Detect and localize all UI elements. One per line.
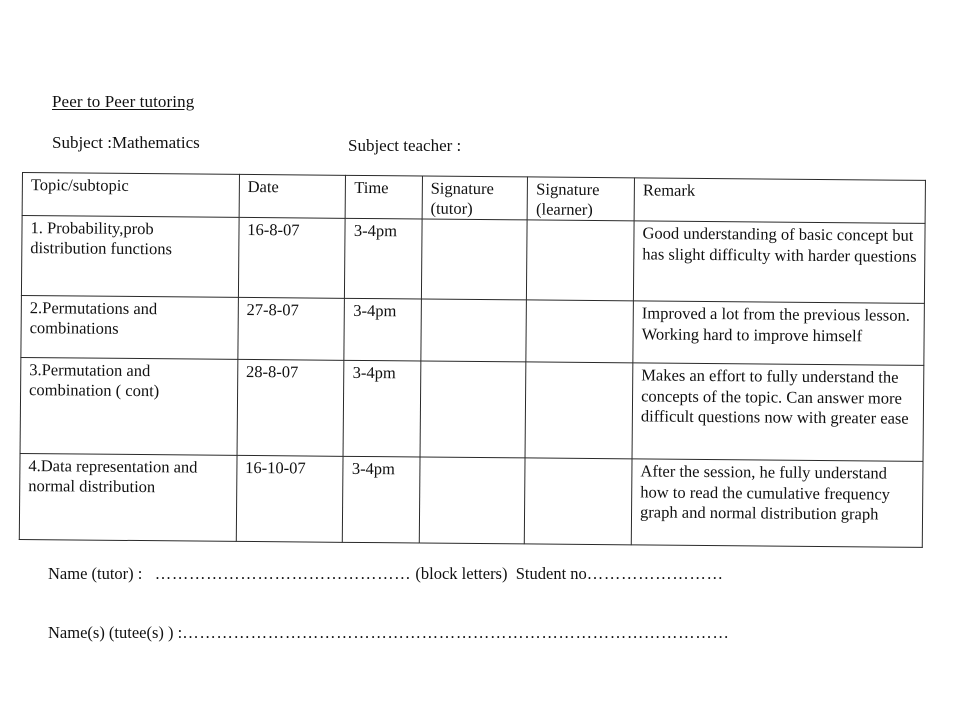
tutor-name-field: ……………………………………… bbox=[154, 564, 412, 583]
subject-label: Subject :Mathematics bbox=[52, 133, 200, 152]
cell-remark: Makes an effort to fully understand the concepts of the topic. Can answer more difficult questions now with greater ease bbox=[632, 363, 924, 462]
cell-remark: After the session, he fully understand how to read the cumulative frequency graph and normal distribution graph bbox=[631, 459, 923, 548]
block-letters-note: (block letters) bbox=[415, 564, 508, 583]
tutee-name-line bbox=[48, 623, 729, 643]
table-row bbox=[19, 453, 923, 547]
cell-topic: 3.Permutation and combination ( cont) bbox=[20, 357, 238, 455]
tutee-name-field: …………………………………………………………………………………… bbox=[182, 623, 730, 642]
header-signature-learner: Signature (learner) bbox=[527, 177, 634, 221]
cell-time: 3-4pm bbox=[344, 298, 421, 361]
student-no-label: Student no bbox=[515, 564, 587, 583]
cell-date: 16-10-07 bbox=[236, 455, 343, 542]
table-row bbox=[20, 357, 924, 461]
cell-signature-learner bbox=[526, 300, 633, 363]
header-remark: Remark bbox=[634, 178, 925, 224]
cell-date: 28-8-07 bbox=[237, 359, 345, 456]
header-time: Time bbox=[346, 175, 423, 219]
cell-signature-tutor bbox=[419, 457, 525, 544]
cell-topic: 1. Probability,prob distribution functions bbox=[21, 216, 238, 298]
tutee-name-label: Name(s) (tutee(s) ) : bbox=[48, 623, 183, 642]
student-no-field: …………………… bbox=[586, 564, 724, 583]
header-topic: Topic/subtopic bbox=[22, 173, 239, 218]
cell-date: 27-8-07 bbox=[238, 297, 345, 360]
cell-topic: 4.Data representation and normal distribution bbox=[19, 453, 236, 541]
cell-signature-learner bbox=[527, 220, 634, 301]
cell-signature-tutor bbox=[421, 299, 527, 362]
tutor-name-label: Name (tutor) : bbox=[48, 564, 143, 583]
cell-time: 3-4pm bbox=[343, 360, 420, 457]
document-title: Peer to Peer tutoring bbox=[52, 92, 195, 111]
cell-signature-tutor bbox=[421, 219, 527, 300]
tutoring-log-table-wrapper bbox=[19, 172, 926, 548]
cell-time: 3-4pm bbox=[345, 218, 422, 299]
tutor-name-line bbox=[48, 564, 724, 584]
cell-time: 3-4pm bbox=[343, 456, 420, 543]
table-row bbox=[21, 216, 925, 304]
subject-teacher-label: Subject teacher : bbox=[348, 136, 462, 155]
tutoring-log-table bbox=[19, 172, 926, 548]
cell-signature-tutor bbox=[420, 361, 526, 458]
cell-signature-learner bbox=[525, 362, 633, 459]
cell-topic: 2.Permutations and combinations bbox=[21, 295, 238, 359]
table-row bbox=[21, 295, 925, 365]
header-signature-tutor: Signature (tutor) bbox=[422, 176, 528, 220]
header-date: Date bbox=[239, 174, 346, 218]
cell-signature-learner bbox=[525, 458, 632, 545]
cell-remark: Improved a lot from the previous lesson. Working hard to improve himself bbox=[633, 301, 924, 366]
cell-remark: Good understanding of basic concept but has slight difficulty with harder questions bbox=[633, 221, 925, 304]
cell-date: 16-8-07 bbox=[238, 217, 345, 298]
